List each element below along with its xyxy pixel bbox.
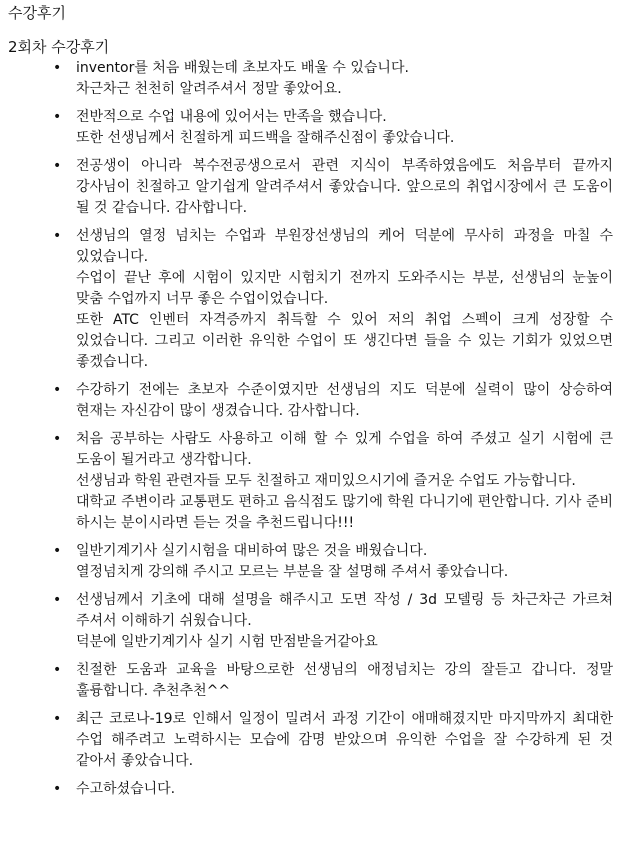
review-item	[0, 380, 633, 422]
review-item	[0, 709, 633, 772]
review-paragraph: inventor를 처음 배웠는데 초보자도 배울 수 있습니다.	[76, 60, 409, 76]
review-item	[0, 429, 633, 534]
review-paragraph: 또한 ATC 인벤터 자격증까지 취득할 수 있어 저의 취업 스펙이 크게 성장할 수 있었습니다. 그리고 이러한 유익한 수업이 또 생긴다면 들을 수 있는 기회가 있었으면 좋겠습니다.	[76, 312, 613, 370]
review-paragraph: 열정넘치게 강의해 주시고 모르는 부분을 잘 설명해 주셔서 좋았습니다.	[76, 564, 509, 580]
review-item	[0, 779, 633, 800]
review-paragraph: 전반적으로 수업 내용에 있어서는 만족을 했습니다.	[76, 109, 387, 125]
review-item	[0, 226, 633, 373]
bullet-icon: •	[53, 228, 62, 244]
review-paragraph: 대학교 주변이라 교통편도 편하고 음식점도 많기에 학원 다니기에 편안합니다. 기사 준비 하시는 분이시라면 듣는 것을 추천드립니다!!!	[76, 494, 613, 531]
review-paragraph: 선생님의 열정 넘치는 수업과 부원장선생님의 케어 덕분에 무사히 과정을 마칠 수 있었습니다.	[76, 228, 613, 265]
review-item	[0, 660, 633, 702]
bullet-icon: •	[53, 662, 62, 678]
review-item	[0, 590, 633, 653]
review-paragraph: 또한 선생님께서 친절하게 피드백을 잘해주신점이 좋았습니다.	[76, 130, 455, 146]
review-paragraph: 선생님과 학원 관련자들 모두 친절하고 재미있으시기에 즐거운 수업도 가능합니다.	[76, 473, 576, 489]
review-paragraph: 처음 공부하는 사람도 사용하고 이해 할 수 있게 수업을 하여 주셨고 실기 시험에 큰 도움이 될거라고 생각합니다.	[76, 431, 613, 468]
bullet-icon: •	[53, 60, 62, 76]
section-heading: 2회차 수강후기	[8, 38, 110, 56]
bullet-icon: •	[53, 158, 62, 174]
review-list	[0, 58, 633, 800]
bullet-icon: •	[53, 382, 62, 398]
bullet-icon: •	[53, 543, 62, 559]
document-title: 수강후기	[8, 4, 66, 22]
review-paragraph: 차근차근 천천히 알려주셔서 정말 좋았어요.	[76, 81, 342, 97]
bullet-icon: •	[53, 592, 62, 608]
review-item	[0, 58, 633, 100]
review-paragraph: 수고하셨습니다.	[76, 781, 176, 797]
review-paragraph: 수업이 끝난 후에 시험이 있지만 시험치기 전까지 도와주시는 부분, 선생님의 눈높이 맞춤 수업까지 너무 좋은 수업이었습니다.	[76, 270, 613, 307]
review-paragraph: 친절한 도움과 교육을 바탕으로한 선생님의 애정넘치는 강의 잘듣고 갑니다. 정말 훌륭합니다. 추천추천^^	[76, 662, 613, 699]
review-item	[0, 107, 633, 149]
review-paragraph: 전공생이 아니라 복수전공생으로서 관련 지식이 부족하였음에도 처음부터 끝까지 강사님이 친절하고 알기쉽게 알려주셔서 좋았습니다. 앞으로의 취업시장에서 큰 도움이 될 것 같습니다. 감사합니다.	[76, 158, 613, 216]
review-paragraph: 최근 코로나-19로 인해서 일정이 밀려서 과정 기간이 애매해졌지만 마지막까지 최대한 수업 해주려고 노력하시는 모습에 감명 받았으며 유익한 수업을 잘 수강하게 된 것 같아서 좋았습니다.	[76, 711, 613, 769]
bullet-icon: •	[53, 781, 62, 797]
review-item	[0, 541, 633, 583]
review-paragraph: 선생님께서 기초에 대해 설명을 해주시고 도면 작성 / 3d 모델링 등 차근차근 가르쳐 주셔서 이해하기 쉬웠습니다.	[76, 592, 613, 629]
review-paragraph: 일반기계기사 실기시험을 대비하여 많은 것을 배웠습니다.	[76, 543, 428, 559]
review-paragraph: 덕분에 일반기계기사 실기 시험 만점받을거같아요	[76, 634, 378, 650]
bullet-icon: •	[53, 711, 62, 727]
bullet-icon: •	[53, 109, 62, 125]
review-item	[0, 156, 633, 219]
review-paragraph: 수강하기 전에는 초보자 수준이였지만 선생님의 지도 덕분에 실력이 많이 상승하여 현재는 자신감이 많이 생겼습니다. 감사합니다.	[76, 382, 613, 419]
bullet-icon: •	[53, 431, 62, 447]
